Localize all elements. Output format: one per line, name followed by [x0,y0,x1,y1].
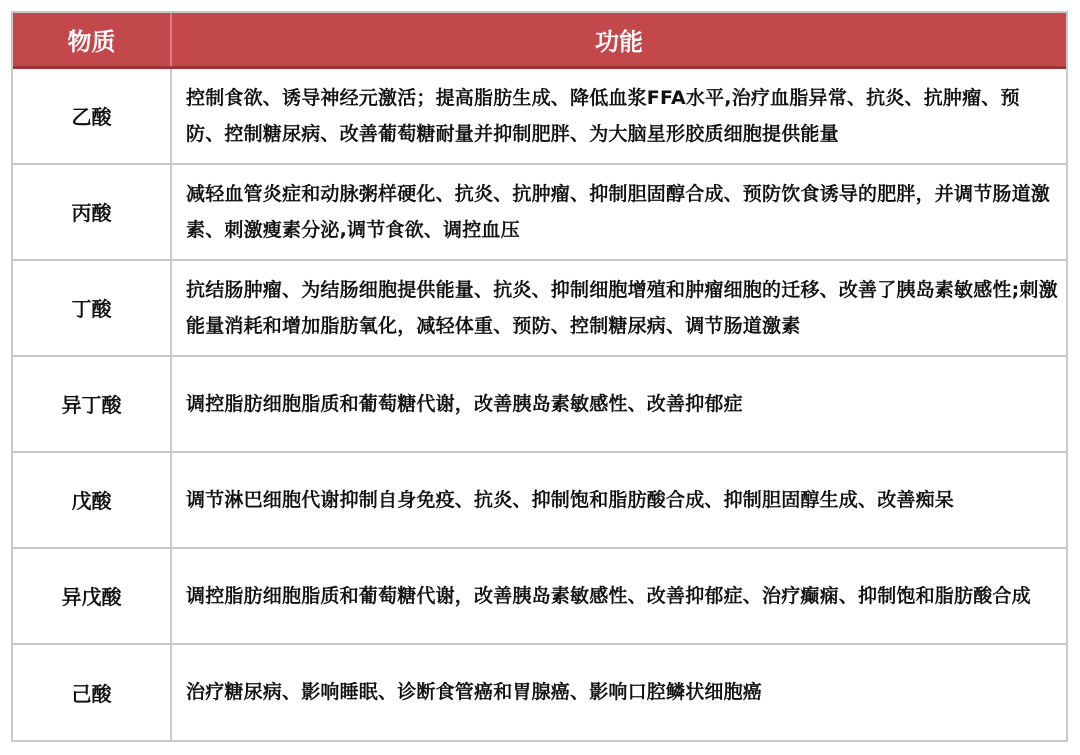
function-cell: 调节淋巴细胞代谢抑制自身免疫、抗炎、抑制饱和脂肪酸合成、抑制胆固醇生成、改善痴呆 [171,452,1066,548]
substance-cell: 乙酸 [13,68,171,164]
substance-cell: 异戊酸 [13,548,171,644]
header-row [13,13,1066,68]
function-cell: 减轻血管炎症和动脉粥样硬化、抗炎、抗肿瘤、抑制胆固醇合成、预防饮食诱导的肥胖，并调节肠道激素、刺激瘦素分泌,调节食欲、调控血压 [171,164,1066,260]
table [13,13,1066,740]
table-row [13,260,1066,356]
substance-cell: 戊酸 [13,452,171,548]
function-cell: 抗结肠肿瘤、为结肠细胞提供能量、抗炎、抑制细胞增殖和肿瘤细胞的迁移、改善了胰岛素敏感性;刺激能量消耗和增加脂肪氧化，减轻体重、预防、控制糖尿病、调节肠道激素 [171,260,1066,356]
table-row [13,644,1066,740]
function-cell: 调控脂肪细胞脂质和葡萄糖代谢，改善胰岛素敏感性、改善抑郁症 [171,356,1066,452]
function-cell: 治疗糖尿病、影响睡眠、诊断食管癌和胃腺癌、影响口腔鳞状细胞癌 [171,644,1066,740]
table-row [13,548,1066,644]
substance-cell: 异丁酸 [13,356,171,452]
function-cell: 调控脂肪细胞脂质和葡萄糖代谢，改善胰岛素敏感性、改善抑郁症、治疗癫痫、抑制饱和脂肪酸合成 [171,548,1066,644]
substance-cell: 己酸 [13,644,171,740]
table-row [13,356,1066,452]
table-row [13,452,1066,548]
header-function: 功能 [171,13,1066,68]
header-substance: 物质 [13,13,171,68]
function-cell: 控制食欲、诱导神经元激活；提高脂肪生成、降低血浆FFA水平,治疗血脂异常、抗炎、抗肿瘤、预防、控制糖尿病、改善葡萄糖耐量并抑制肥胖、为大脑星形胶质细胞提供能量 [171,68,1066,164]
substance-cell: 丙酸 [13,164,171,260]
substance-cell: 丁酸 [13,260,171,356]
substance-function-table [11,11,1068,742]
table-row [13,164,1066,260]
table-row [13,68,1066,164]
